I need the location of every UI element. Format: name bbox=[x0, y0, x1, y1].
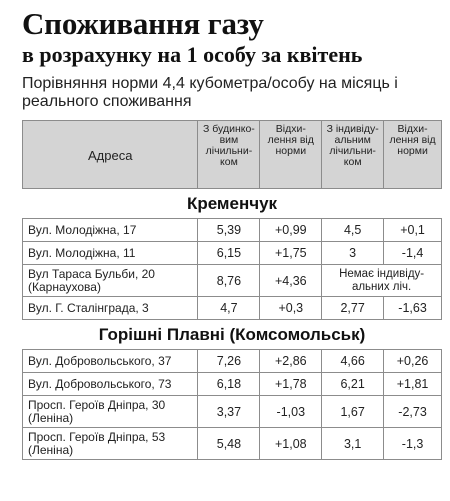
individual-deviation-cell: -2,73 bbox=[384, 396, 442, 428]
individual-deviation-cell: -1,3 bbox=[384, 428, 442, 460]
table-row bbox=[23, 350, 442, 373]
address-cell: Просп. Героїв Дніпра, 30 (Леніна) bbox=[23, 396, 198, 428]
building-meter-cell: 5,39 bbox=[198, 219, 260, 242]
gas-consumption-table bbox=[22, 120, 442, 460]
building-meter-cell: 6,18 bbox=[198, 373, 260, 396]
section-title: Кременчук bbox=[23, 189, 442, 219]
section-row-kremenchuk bbox=[23, 189, 442, 219]
building-deviation-cell: +4,36 bbox=[260, 265, 322, 297]
lead-text: Порівняння норми 4,4 кубометра/особу на місяць і реального споживання bbox=[22, 75, 398, 110]
building-meter-cell: 4,7 bbox=[198, 297, 260, 320]
building-meter-cell: 3,37 bbox=[198, 396, 260, 428]
column-header-address: Адреса bbox=[23, 121, 198, 189]
individual-meter-cell: 2,77 bbox=[322, 297, 384, 320]
individual-meter-cell: 4,5 bbox=[322, 219, 384, 242]
table-header bbox=[23, 121, 442, 189]
column-header-building-meter: З будинко-вим лічильни-ком bbox=[198, 121, 260, 189]
address-cell: Вул. Добровольського, 37 bbox=[23, 350, 198, 373]
address-cell: Просп. Героїв Дніпра, 53 (Леніна) bbox=[23, 428, 198, 460]
individual-meter-cell: 3 bbox=[322, 242, 384, 265]
address-cell: Вул. Г. Сталінграда, 3 bbox=[23, 297, 198, 320]
building-deviation-cell: +1,75 bbox=[260, 242, 322, 265]
table-body bbox=[23, 189, 442, 460]
table-row bbox=[23, 265, 442, 297]
building-meter-cell: 6,15 bbox=[198, 242, 260, 265]
individual-deviation-cell: -1,63 bbox=[384, 297, 442, 320]
column-header-building-deviation: Відхи-лення від норми bbox=[260, 121, 322, 189]
column-header-individual-meter: З індивіду-альним лічильни-ком bbox=[322, 121, 384, 189]
individual-meter-cell: 3,1 bbox=[322, 428, 384, 460]
building-deviation-cell: -1,03 bbox=[260, 396, 322, 428]
building-deviation-cell: +0,3 bbox=[260, 297, 322, 320]
building-meter-cell: 5,48 bbox=[198, 428, 260, 460]
address-cell: Вул. Молодіжна, 11 bbox=[23, 242, 198, 265]
individual-meter-cell: 4,66 bbox=[322, 350, 384, 373]
section-row-horishni-plavni bbox=[23, 320, 442, 350]
address-cell: Вул. Молодіжна, 17 bbox=[23, 219, 198, 242]
individual-meter-cell: 1,67 bbox=[322, 396, 384, 428]
building-deviation-cell: +1,08 bbox=[260, 428, 322, 460]
building-deviation-cell: +1,78 bbox=[260, 373, 322, 396]
table-row bbox=[23, 219, 442, 242]
table-row bbox=[23, 297, 442, 320]
address-cell: Вул Тараса Бульби, 20 (Карнаухова) bbox=[23, 265, 198, 297]
section-title: Горішні Плавні (Комсомольськ) bbox=[23, 320, 442, 350]
table-row bbox=[23, 428, 442, 460]
individual-deviation-cell: +0,26 bbox=[384, 350, 442, 373]
table-row bbox=[23, 396, 442, 428]
individual-meter-cell: 6,21 bbox=[322, 373, 384, 396]
individual-deviation-cell: +0,1 bbox=[384, 219, 442, 242]
building-meter-cell: 7,26 bbox=[198, 350, 260, 373]
address-cell: Вул. Добровольського, 73 bbox=[23, 373, 198, 396]
individual-deviation-cell: +1,81 bbox=[384, 373, 442, 396]
page-subtitle: в розрахунку на 1 особу за квітень bbox=[22, 42, 363, 67]
building-meter-cell: 8,76 bbox=[198, 265, 260, 297]
table-row bbox=[23, 242, 442, 265]
building-deviation-cell: +2,86 bbox=[260, 350, 322, 373]
column-header-individual-deviation: Відхи-лення від норми bbox=[384, 121, 442, 189]
table-row bbox=[23, 373, 442, 396]
individual-deviation-cell: -1,4 bbox=[384, 242, 442, 265]
page-title: Споживання газу bbox=[22, 6, 264, 41]
no-individual-meters-note: Немає індивіду-альних ліч. bbox=[322, 265, 442, 297]
building-deviation-cell: +0,99 bbox=[260, 219, 322, 242]
